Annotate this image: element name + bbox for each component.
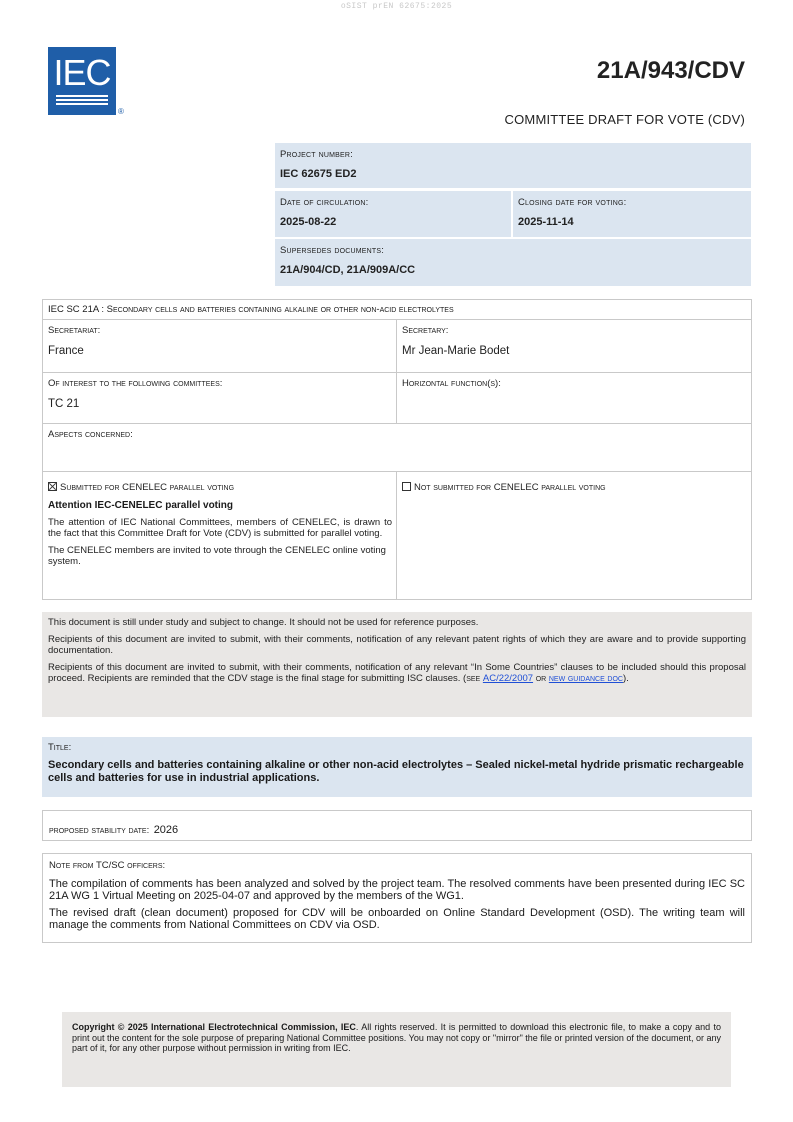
notice-paragraph-1: This document is still under study and subject to change. It should not be used for reference purposes. bbox=[48, 617, 479, 628]
date-circulation-label: Date of circulation: bbox=[280, 197, 369, 208]
not-submitted-label: Not submitted for CENELEC parallel voting bbox=[414, 482, 606, 493]
cenelec-submitted-cell bbox=[48, 482, 392, 567]
notice-or: or bbox=[535, 673, 547, 684]
notice-see: see bbox=[466, 673, 481, 684]
iec-logo bbox=[48, 47, 116, 115]
registered-mark: ® bbox=[118, 107, 124, 116]
logo-line bbox=[56, 99, 108, 101]
watermark: oSIST prEN 62675:2025 bbox=[340, 2, 453, 11]
date-circulation-value: 2025-08-22 bbox=[280, 216, 337, 228]
divider bbox=[42, 423, 752, 424]
note-paragraph-1: The compilation of comments has been analyzed and solved by the project team. The resolved comments have been presented during IEC SC 21A WG 1 Virtual Meeting on 2025-04-07 and approved by the members of the WG1. bbox=[49, 878, 745, 902]
horizontal-label: Horizontal function(s): bbox=[402, 378, 501, 389]
interest-cell bbox=[48, 378, 222, 410]
submitted-option[interactable] bbox=[48, 482, 392, 493]
stability-value: 2026 bbox=[153, 824, 179, 836]
submitted-label: Submitted for CENELEC parallel voting bbox=[60, 482, 235, 493]
note-box bbox=[42, 853, 752, 943]
document-number: 21A/943/CDV bbox=[596, 57, 745, 84]
note-label: Note from TC/SC officers: bbox=[49, 860, 166, 871]
secretary-value: Mr Jean-Marie Bodet bbox=[402, 345, 510, 357]
attention-paragraph-1: The attention of IEC National Committees, members of CENELEC, is drawn to the fact that this Committee Draft for Vote (CDV) is submitted for parallel voting. bbox=[48, 517, 392, 539]
divider bbox=[396, 471, 397, 600]
secretary-cell bbox=[402, 325, 509, 357]
link-new-guidance-doc[interactable]: new guidance doc bbox=[548, 673, 623, 684]
committee-header bbox=[48, 304, 454, 315]
project-number-label: Project number: bbox=[280, 149, 353, 160]
stability-label: proposed stability date: bbox=[49, 825, 150, 836]
logo-line bbox=[56, 95, 108, 97]
attention-title: Attention IEC-CENELEC parallel voting bbox=[48, 500, 234, 511]
document-type: COMMITTEE DRAFT FOR VOTE (CDV) bbox=[504, 112, 745, 127]
logo-line bbox=[56, 103, 108, 105]
secretariat-label: Secretariat: bbox=[48, 325, 101, 336]
stability-box bbox=[42, 810, 752, 841]
project-number-cell bbox=[275, 143, 751, 188]
not-submitted-option[interactable] bbox=[402, 482, 606, 493]
divider bbox=[396, 319, 397, 423]
attention-paragraph-2: The CENELEC members are invited to vote through the CENELEC online voting system. bbox=[48, 545, 386, 567]
notice-close: ). bbox=[622, 673, 629, 684]
divider bbox=[42, 319, 752, 320]
document-title: Secondary cells and batteries containing alkaline or other non-acid electrolytes – Sealed nickel-metal hydride prismatic rechargeable cells and batteries for use in industrial applications. bbox=[48, 759, 744, 784]
notice-paragraph-2: Recipients of this document are invited to submit, with their comments, notification of any relevant patent rights of which they are aware and to provide supporting documentation. bbox=[48, 634, 746, 656]
horizontal-cell bbox=[402, 378, 501, 398]
copyright-holder: Copyright © 2025 International Electrotechnical Commission, IEC bbox=[72, 1022, 356, 1032]
divider bbox=[42, 372, 752, 373]
committee-prefix: IEC SC 21A : bbox=[48, 304, 107, 315]
logo-text: IEC bbox=[53, 52, 111, 93]
notice-p3-text: Recipients of this document are invited to submit, with their comments, notification of any relevant “In Some Countries” clauses to be included should this proposal proceed. Recipients are reminded that the CDV stage is the final stage for submitting ISC clauses. ( bbox=[48, 662, 746, 684]
submitted-checkbox[interactable] bbox=[48, 482, 57, 491]
secretary-label: Secretary: bbox=[402, 325, 449, 336]
closing-date-cell bbox=[513, 191, 751, 237]
not-submitted-checkbox[interactable] bbox=[402, 482, 411, 491]
committee-name: Secondary cells and batteries containing alkaline or other non-acid electrolytes bbox=[106, 304, 454, 315]
supersedes-label: Supersedes documents: bbox=[280, 245, 385, 256]
interest-label: Of interest to the following committees: bbox=[48, 378, 223, 389]
supersedes-value: 21A/904/CD, 21A/909A/CC bbox=[280, 264, 416, 276]
closing-date-label: Closing date for voting: bbox=[518, 197, 627, 208]
notice-paragraph-3 bbox=[48, 662, 746, 684]
notice-box bbox=[42, 612, 752, 717]
copyright-body: . All rights reserved. It is permitted to download this electronic file, to make a copy and to print out the content for the sole purpose of preparing National Committee positions. You may not copy or "mirror" the file or printed version of the document, or any part of it, for any other purpose without permission in writing from IEC. bbox=[72, 1022, 721, 1053]
date-circulation-cell bbox=[275, 191, 511, 237]
supersedes-cell bbox=[275, 239, 751, 286]
aspects-cell bbox=[48, 429, 133, 449]
aspects-label: Aspects concerned: bbox=[48, 429, 133, 440]
secretariat-cell bbox=[48, 325, 100, 357]
title-box bbox=[42, 737, 752, 797]
title-label: Title: bbox=[48, 742, 72, 753]
secretariat-value: France bbox=[48, 345, 84, 357]
link-ac-22-2007[interactable]: AC/22/2007 bbox=[482, 673, 534, 684]
copyright-box bbox=[62, 1012, 731, 1087]
note-paragraph-2: The revised draft (clean document) proposed for CDV will be onboarded on Online Standard Development (OSD). The writing team will manage the comments from National Committees on CDV via OSD. bbox=[49, 907, 745, 931]
closing-date-value: 2025-11-14 bbox=[518, 216, 574, 228]
interest-value: TC 21 bbox=[48, 398, 80, 410]
copyright-text bbox=[62, 1012, 731, 1064]
project-number-value: IEC 62675 ED2 bbox=[280, 168, 357, 180]
divider bbox=[42, 471, 752, 472]
